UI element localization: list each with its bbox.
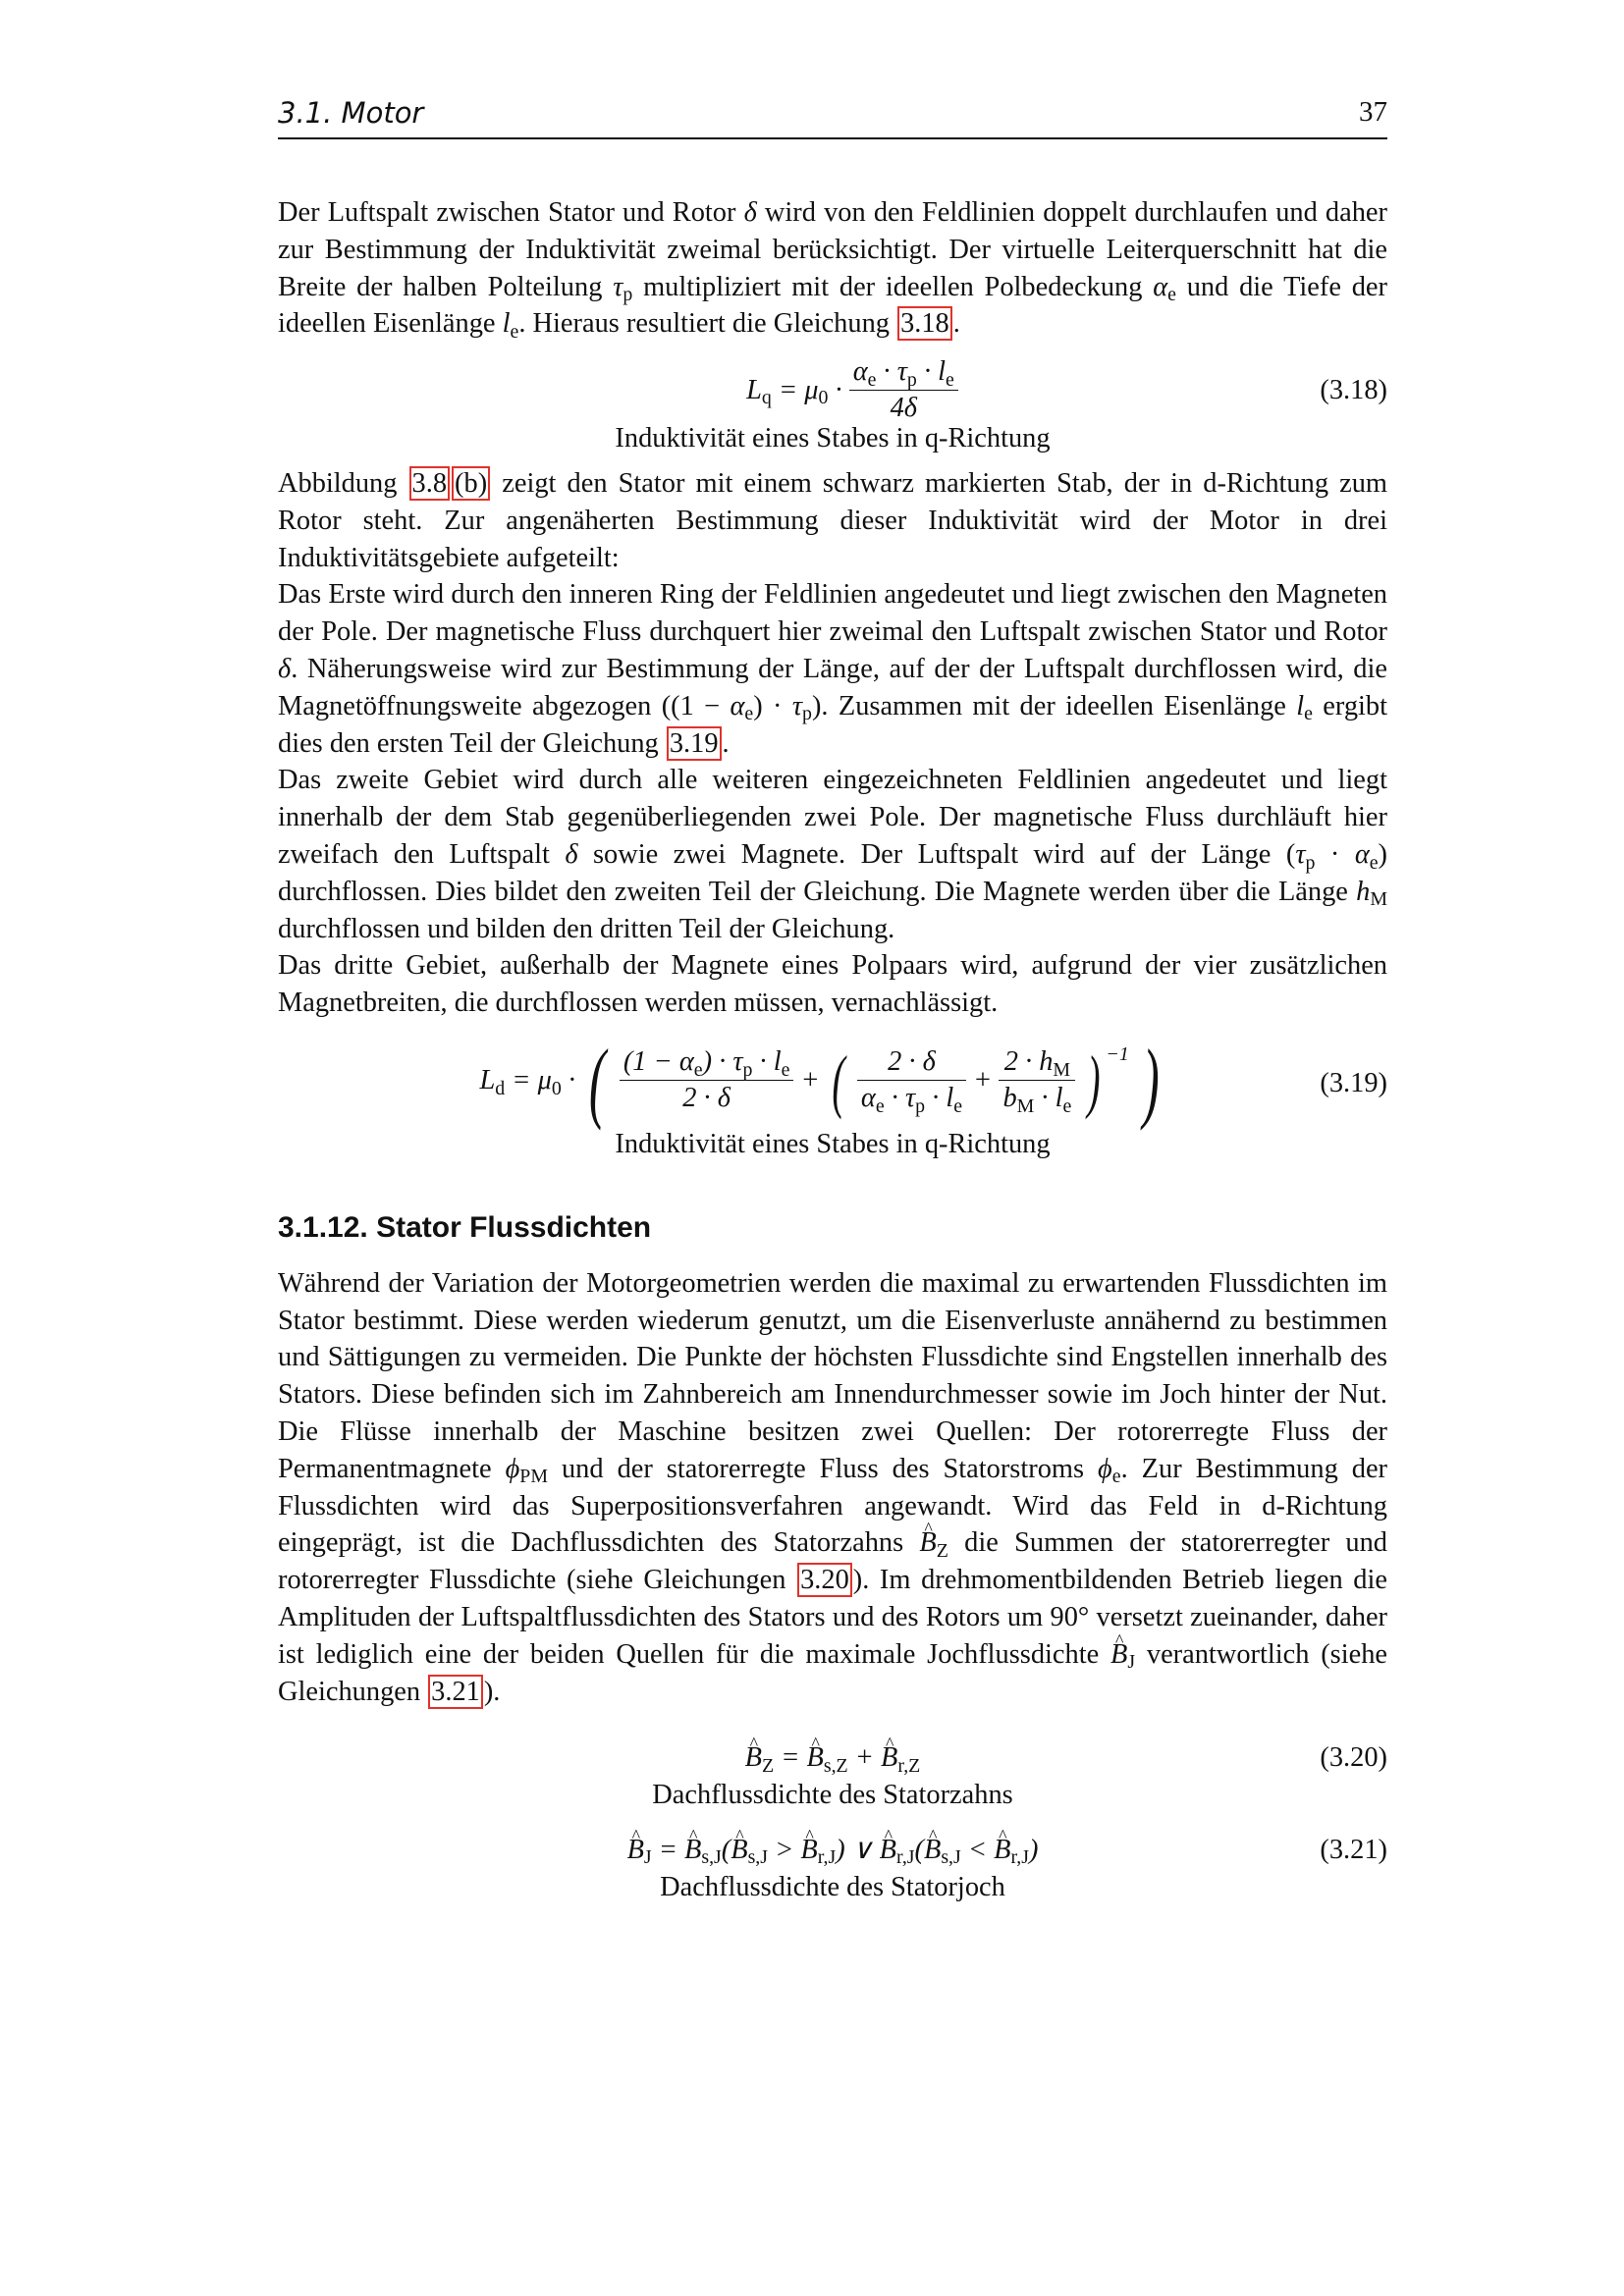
main-text [278, 194, 1387, 1905]
paragraph-2: Abbildung 3.8 (b) zeigt den Stator mit einem schwarz markierten Stab, der in d-Richtung zum Rotor steht. Zur angenäherten Bestimmung dieser Induktivität wird der Motor in drei Induktivitätsgebiete aufgeteilt: [278, 467, 1387, 573]
section-heading: 3.1.12. Stator Flussdichten [278, 1210, 652, 1244]
equation-link-3-18[interactable]: 3.18 [897, 306, 952, 341]
page-number: 37 [1359, 96, 1387, 128]
paragraph-1: Der Luftspalt zwischen Stator und Rotor δ wird von den Feldlinien doppelt durchlaufen und daher zur Bestimmung der Induktivität zweimal berücksichtigt. Der virtuelle Leiterquerschnitt hat die Breite der halben Polteilung $\tau_p$ multipliziert mit der ideellen Polbedeckung $\alpha_e$ und die Tiefe der ideellen Eisenlänge $l_e$. Hieraus resultiert die Gleichung 3.18 . [278, 197, 1387, 343]
equation-caption: Induktivität eines Stabes in q-Richtung [615, 1128, 1051, 1159]
running-header [278, 94, 1387, 139]
equation-link-3-20[interactable]: 3.20 [797, 1563, 852, 1597]
equation-caption: Induktivität eines Stabes in q-Richtung [615, 423, 1051, 454]
equation-3-21: ^ $B_J$ = ^ $B_{s,J}(\^{}$ $B_{s,J}$ > ^ $B_{r,J}$) ∨ ^ $B_{r,J}(\^{}$ $B_{s,J}$ < ^ $B_{r,J}$) (3.21) [278, 1832, 1387, 1869]
paragraph-5: Das dritte Gebiet, außerhalb der Magnete eines Polpaars wird, aufgrund der vier zusätzlichen Magnetbreiten, die durchflossen werden müssen, vernachlässigt. [278, 950, 1387, 1019]
paragraph-6: Während der Variation der Motorgeometrien werden die maximal zu erwartenden Flussdichten im Stator bestimmt. Diese werden wiederum genutzt, um die Eisenverluste annähernd zu bestimmen und Sättigungen zu vermeiden. Die Punkte der höchsten Flussdichte sind Engstellen innerhalb des Stators. Diese befinden sich im Zahnbereich am Innendurchmesser sowie im Joch hinter der Nut. Die Flüsse innerhalb der Maschine besitzen zwei Quellen: Der rotorerregte Fluss der Permanentmagnete $\phi_{PM}$ und der statorerregte Fluss des Statorstroms $\phi_e$. Zur Bestimmung der Flussdichten wird das Superpositionsverfahren angewandt. Wird das Feld in d-Richtung eingeprägt, ist die Dachflussdichten des Statorzahns ^ $B_Z$ die Summen der statorerregter und rotorerregter Flussdichte (siehe Gleichungen 3.20 ). Im drehmomentbildenden Betrieb liegen die Amplituden der Luftspaltflussdichten des Stators und des Rotors um 90° versetzt zueinander, daher ist lediglich eine der beiden Quellen für die maximale Jochflussdichte ^ $B_J$ verantwortlich (siehe Gleichungen 3.21 ). [278, 1265, 1387, 1711]
paragraph-4: Das zweite Gebiet wird durch alle weiteren eingezeichneten Feldlinien angedeutet und liegt innerhalb der dem Stab gegenüberliegenden zwei Pole. Der magnetische Fluss durchläuft hier zweifach den Luftspalt δ sowie zwei Magnete. Der Luftspalt wird auf der Länge $(\tau_p \cdot \alpha_e)$ durchflossen. Dies bildet den zweiten Teil der Gleichung. Die Magnete werden über die Länge $h_M$ durchflossen und bilden den dritten Teil der Gleichung. [278, 765, 1388, 944]
section-running-title: 3.1. Motor [278, 96, 424, 130]
equation-3-18: $L_q = \mu_0$ · $\frac{\alpha_e \cdot \tau_p \cdot l_e}{4\delta}$ (3.18) [278, 354, 1387, 426]
equation-caption: Dachflussdichte des Statorjoch [660, 1871, 1005, 1902]
fraction-3-18: $\frac{\alpha_e \cdot \tau_p \cdot l_e}{4\delta}$ [849, 354, 958, 426]
figure-link-3-8[interactable]: 3.8 [409, 466, 451, 501]
subfigure-link-b[interactable]: (b) [452, 466, 490, 501]
paragraph-3: Das Erste wird durch den inneren Ring der Feldlinien angedeutet und liegt zwischen den Magneten der Pole. Der magnetische Fluss durchquert hier zweimal den Luftspalt zwischen Stator und Rotor δ. Näherungsweise wird zur Bestimmung der Länge, auf der der Luftspalt durchflossen wird, die Magnetöffnungsweite abgezogen $((1 - \alpha_e) \cdot \tau_p)$. Zusammen mit der ideellen Eisenlänge $l_e$ ergibt dies den ersten Teil der Gleichung 3.19 . [278, 579, 1388, 759]
equation-link-3-21[interactable]: 3.21 [428, 1675, 483, 1709]
equation-number: (3.19) [1320, 1068, 1387, 1099]
equation-caption: Dachflussdichte des Statorzahns [652, 1780, 1013, 1811]
equation-link-3-19[interactable]: 3.19 [667, 726, 722, 761]
equation-number: (3.21) [1320, 1834, 1387, 1865]
equation-number: (3.20) [1320, 1742, 1387, 1774]
equation-3-19: $L_d = \mu_0$ · ( $\frac{(1 - \alpha_e) \cdot \tau_p \cdot l_e}{2 \cdot \delta}$ + ( $\frac{2 \cdot \delta}{\alpha_e \cdot \tau_p \cdot l_e}$ + $\frac{2 \cdot h_M}{b_M \cdot l_e}$ ) $^{-1}$ ) (3.19) [479, 1030, 1387, 1131]
equation-number: (3.18) [1320, 374, 1387, 405]
equation-3-20: ^ $B_Z$ = ^ $B_{s,Z}$ + ^ $B_{r,Z}$ (3.20) [278, 1739, 1387, 1777]
